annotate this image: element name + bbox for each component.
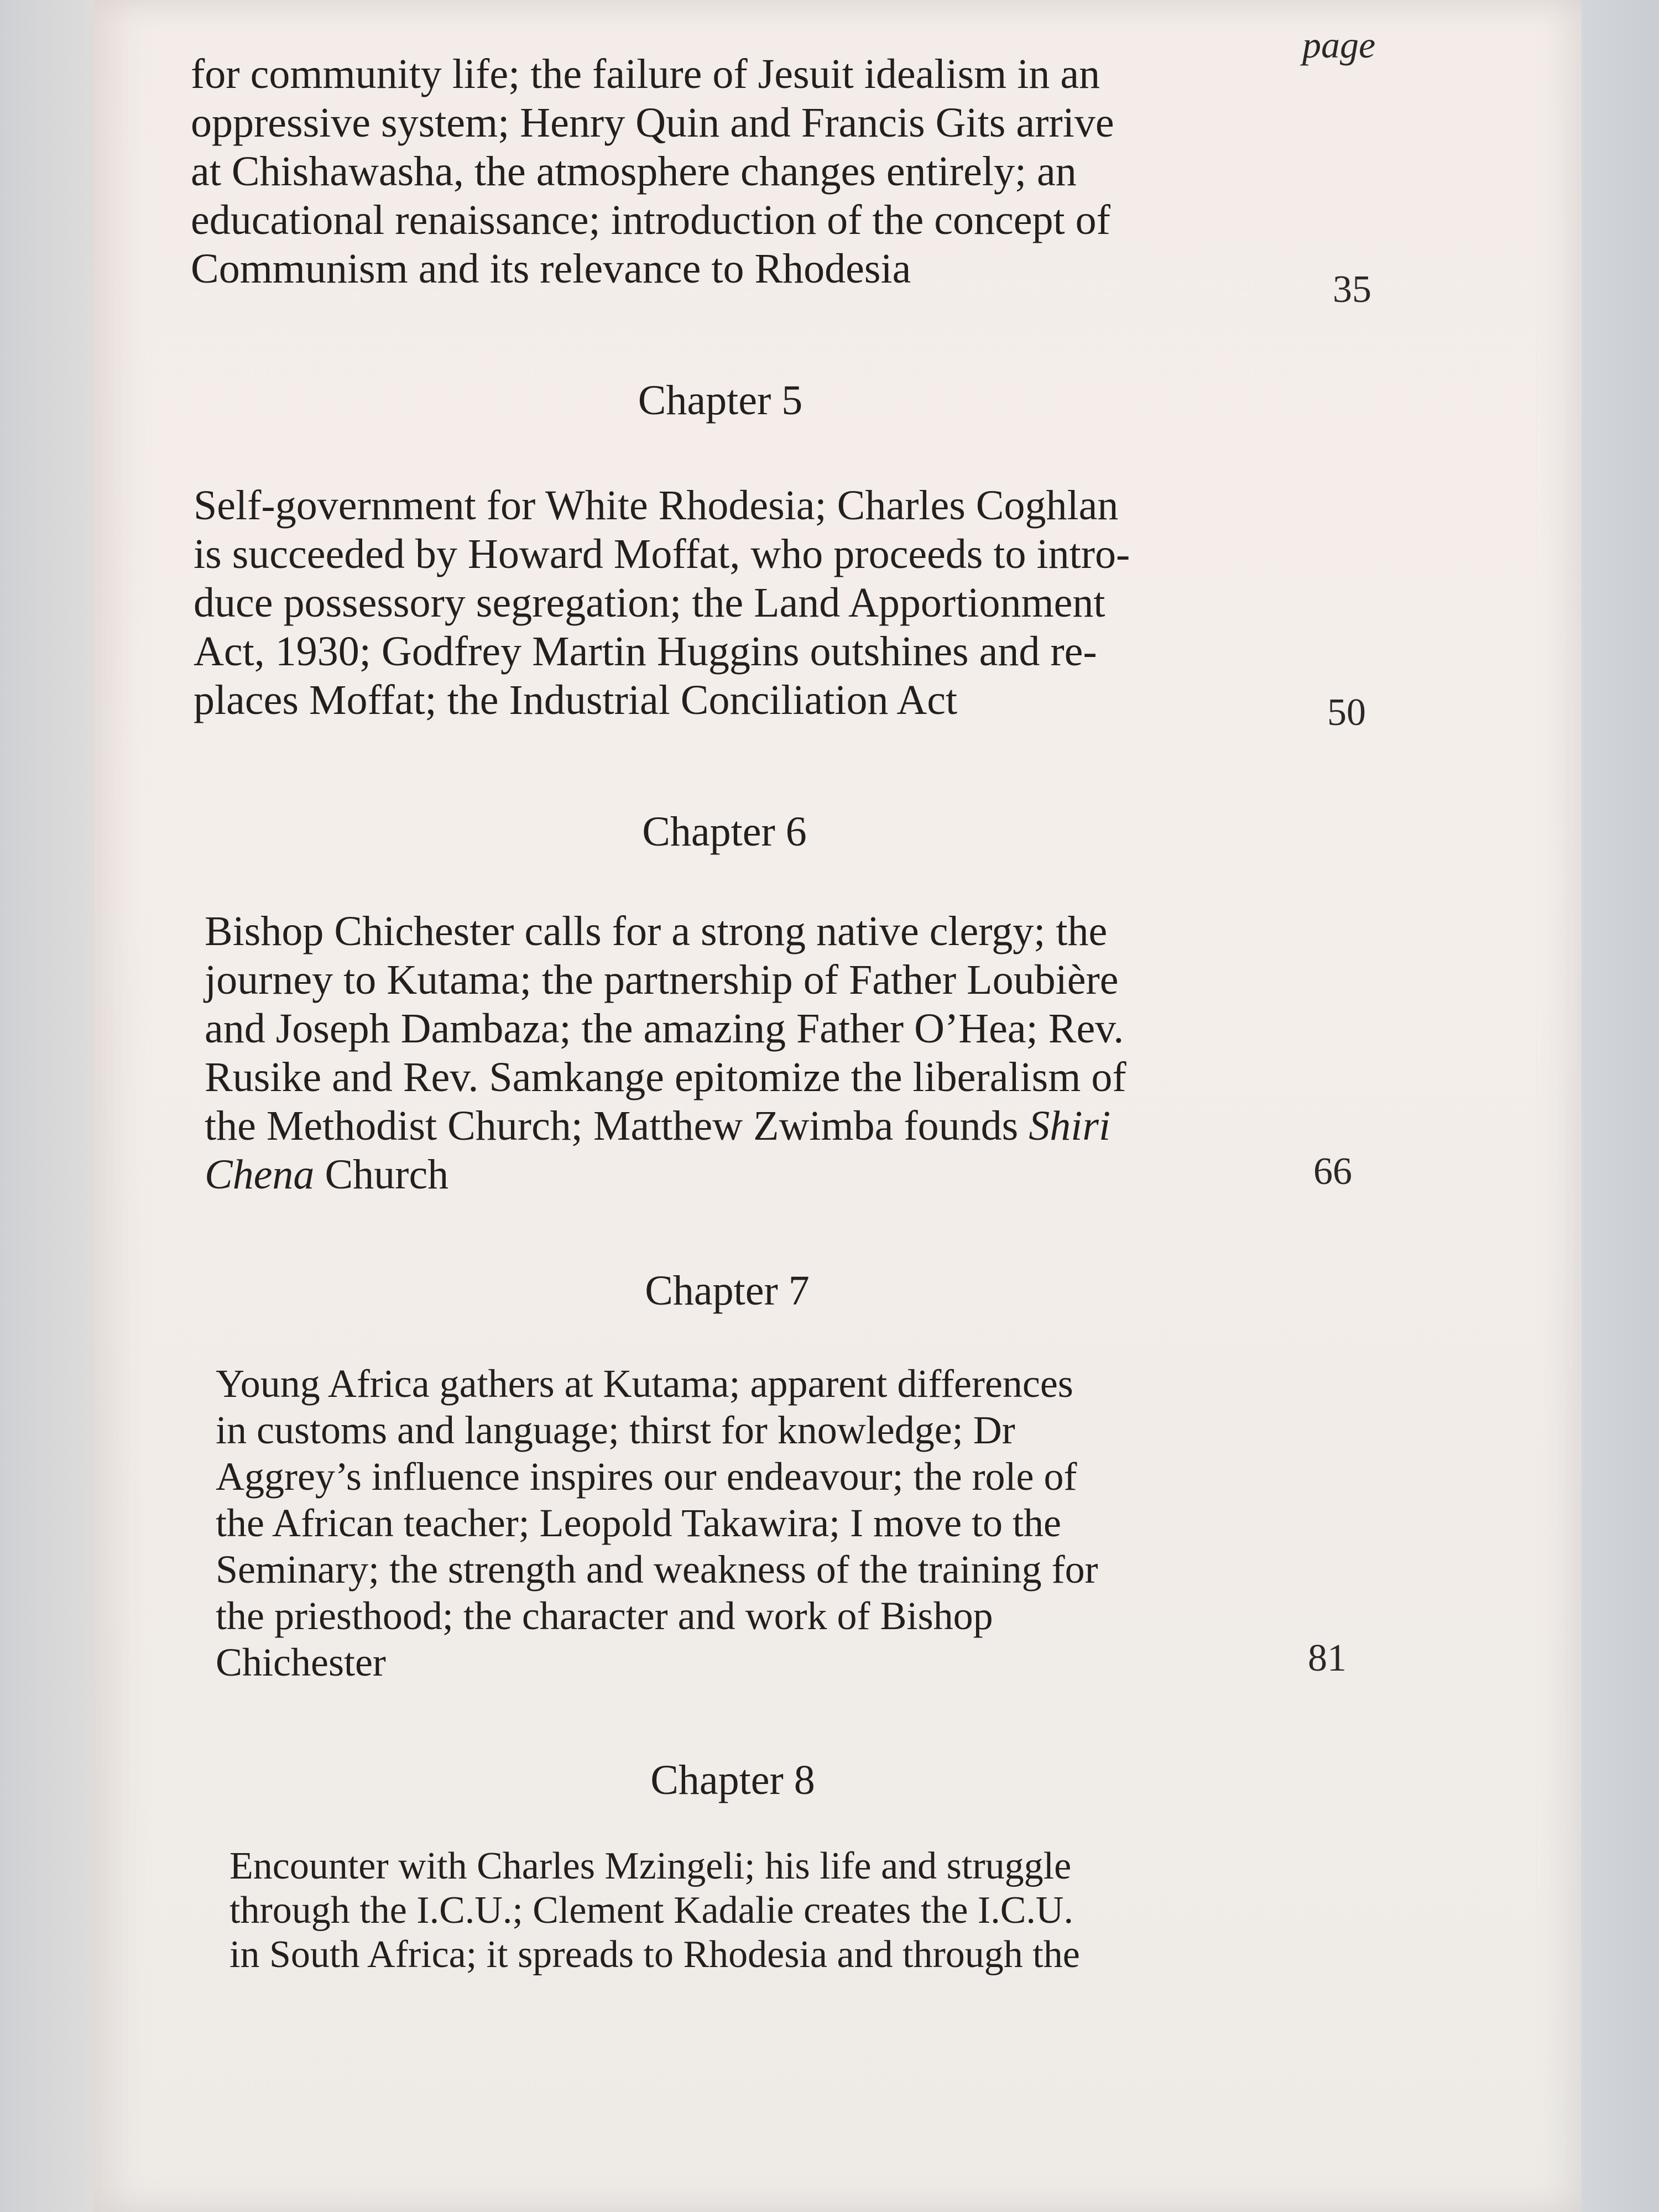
summary-line: Rusike and Rev. Samkange epitomize the liberalism of	[205, 1054, 1126, 1100]
chapter-heading: Chapter 8	[650, 1757, 815, 1803]
summary-line: at Chishawasha, the atmosphere changes entirely; an	[191, 148, 1077, 195]
summary-line: the priesthood; the character and work of Bishop	[216, 1594, 993, 1638]
summary-line-text: the Methodist Church; Matthew Zwimba founds	[205, 1103, 1019, 1149]
summary-line: through the I.C.U.; Clement Kadalie creates the I.C.U.	[229, 1889, 1073, 1932]
toc-entry-chapter-7-summary	[216, 1360, 1233, 1686]
summary-line: is succeeded by Howard Moffat, who proceeds to intro-	[194, 531, 1130, 577]
summary-line: Self-government for White Rhodesia; Charles Coghlan	[194, 482, 1119, 529]
page-number: 50	[1327, 691, 1366, 734]
summary-line: the African teacher; Leopold Takawira; I move to the	[216, 1501, 1062, 1545]
summary-line: in South Africa; it spreads to Rhodesia and through the	[229, 1933, 1080, 1976]
summary-line: Chichester	[216, 1640, 386, 1684]
chapter-heading: Chapter 5	[638, 377, 803, 424]
page-column-label: page	[1302, 24, 1376, 66]
summary-line: Young Africa gathers at Kutama; apparent differences	[216, 1361, 1073, 1406]
summary-line: and Joseph Dambaza; the amazing Father O’Hea; Rev.	[205, 1005, 1124, 1052]
italic-church-name: Shiri	[1029, 1103, 1111, 1149]
toc-entry-chapter-4-summary	[191, 50, 1250, 293]
summary-line: Encounter with Charles Mzingeli; his life and struggle	[229, 1845, 1072, 1887]
summary-line: Seminary; the strength and weakness of the training for	[216, 1547, 1098, 1592]
page-number: 35	[1333, 268, 1371, 311]
summary-line: Act, 1930; Godfrey Martin Huggins outshines and re-	[194, 628, 1097, 675]
page-number: 66	[1313, 1150, 1352, 1193]
summary-line: oppressive system; Henry Quin and Francis Gits arrive	[191, 100, 1114, 146]
page-number: 81	[1308, 1637, 1347, 1679]
summary-line: Bishop Chichester calls for a strong native clergy; the	[205, 908, 1108, 954]
summary-line: in customs and language; thirst for knowledge; Dr	[216, 1408, 1015, 1452]
summary-line	[205, 1102, 1239, 1150]
summary-line: Communism and its relevance to Rhodesia	[191, 246, 911, 292]
toc-entry-chapter-8-summary	[229, 1844, 1225, 1977]
summary-line: educational renaissance; introduction of the concept of	[191, 197, 1110, 243]
toc-entry-chapter-6-summary	[205, 907, 1239, 1199]
summary-line: for community life; the failure of Jesuit idealism in an	[191, 51, 1100, 97]
summary-line: journey to Kutama; the partnership of Father Loubière	[205, 957, 1119, 1003]
toc-entry-chapter-5-summary	[194, 481, 1244, 724]
chapter-heading: Chapter 6	[642, 808, 807, 855]
summary-line: places Moffat; the Industrial Conciliation Act	[194, 677, 958, 723]
italic-church-name: Chena	[205, 1151, 315, 1198]
summary-line: duce possessory segregation; the Land Apportionment	[194, 580, 1105, 626]
summary-line	[205, 1150, 1239, 1199]
right-margin-background	[1582, 0, 1659, 2212]
summary-line: Aggrey’s influence inspires our endeavour; the role of	[216, 1454, 1077, 1499]
chapter-heading: Chapter 7	[645, 1267, 810, 1314]
summary-line-text: Church	[314, 1151, 449, 1198]
